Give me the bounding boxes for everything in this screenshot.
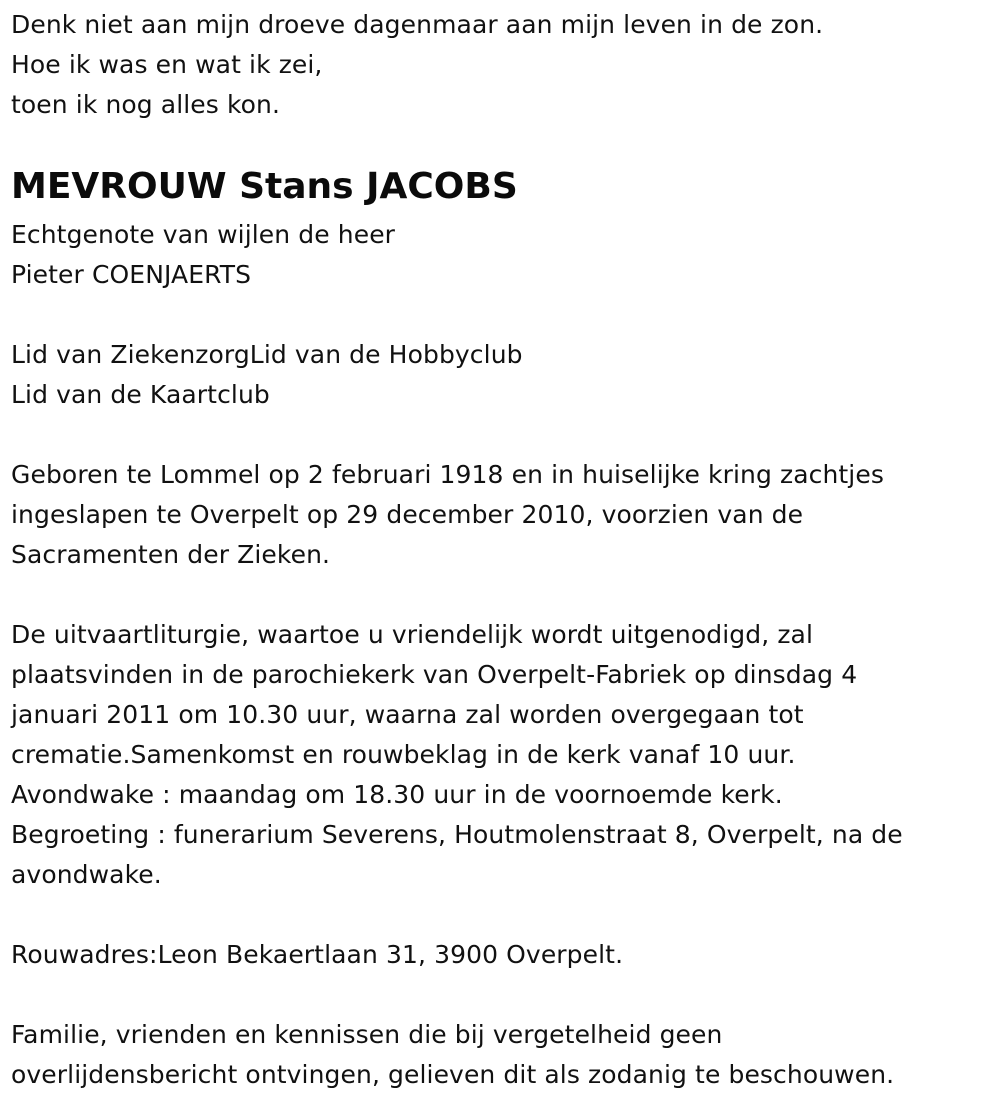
membership-line: Lid van de Kaartclub [11,380,270,409]
spouse-line: Echtgenote van wijlen de heer [11,220,396,249]
deceased-name-title: MEVROUW Stans JACOBS [11,166,518,207]
birth-death-line: Sacramenten der Zieken. [11,540,331,569]
funeral-line: avondwake. [11,860,162,889]
funeral-line: De uitvaartliturgie, waartoe u vriendelijk wordt uitgenodigd, zal [11,620,814,649]
closing-line: Familie, vrienden en kennissen die bij vergetelheid geen [11,1020,723,1049]
closing-line: overlijdensbericht ontvingen, gelieven dit als zodanig te beschouwen. [11,1060,895,1089]
spouse-section [11,215,1000,295]
poem-line: Hoe ik was en wat ik zei, [11,50,323,79]
spacer [11,575,1000,615]
birth-death-line: Geboren te Lommel op 2 februari 1918 en in huiselijke kring zachtjes [11,460,884,489]
poem-line: toen ik nog alles kon. [11,90,281,119]
spacer [11,895,1000,935]
poem-line: Denk niet aan mijn droeve dagenmaar aan mijn leven in de zon. [11,10,824,39]
birth-death-line: ingeslapen te Overpelt op 29 december 2010, voorzien van de [11,500,804,529]
spacer [11,125,1000,165]
funeral-line: Begroeting : funerarium Severens, Houtmolenstraat 8, Overpelt, na de [11,820,903,849]
memberships-section [11,335,1000,415]
poem-section [11,5,1000,125]
spacer [11,975,1000,1015]
closing-section [11,1015,1000,1095]
funeral-line: plaatsvinden in de parochiekerk van Overpelt-Fabriek op dinsdag 4 [11,660,858,689]
spacer [11,415,1000,455]
funeral-section [11,615,1000,895]
funeral-line: januari 2011 om 10.30 uur, waarna zal worden overgegaan tot [11,700,804,729]
funeral-line: crematie.Samenkomst en rouwbeklag in de kerk vanaf 10 uur. [11,740,796,769]
spacer [11,295,1000,335]
address-section [11,935,1000,975]
membership-line: Lid van ZiekenzorgLid van de Hobbyclub [11,340,523,369]
spouse-line: Pieter COENJAERTS [11,260,252,289]
mourning-address: Rouwadres:Leon Bekaertlaan 31, 3900 Overpelt. [11,940,624,969]
funeral-line: Avondwake : maandag om 18.30 uur in de voornoemde kerk. [11,780,783,809]
birth-death-section [11,455,1000,575]
